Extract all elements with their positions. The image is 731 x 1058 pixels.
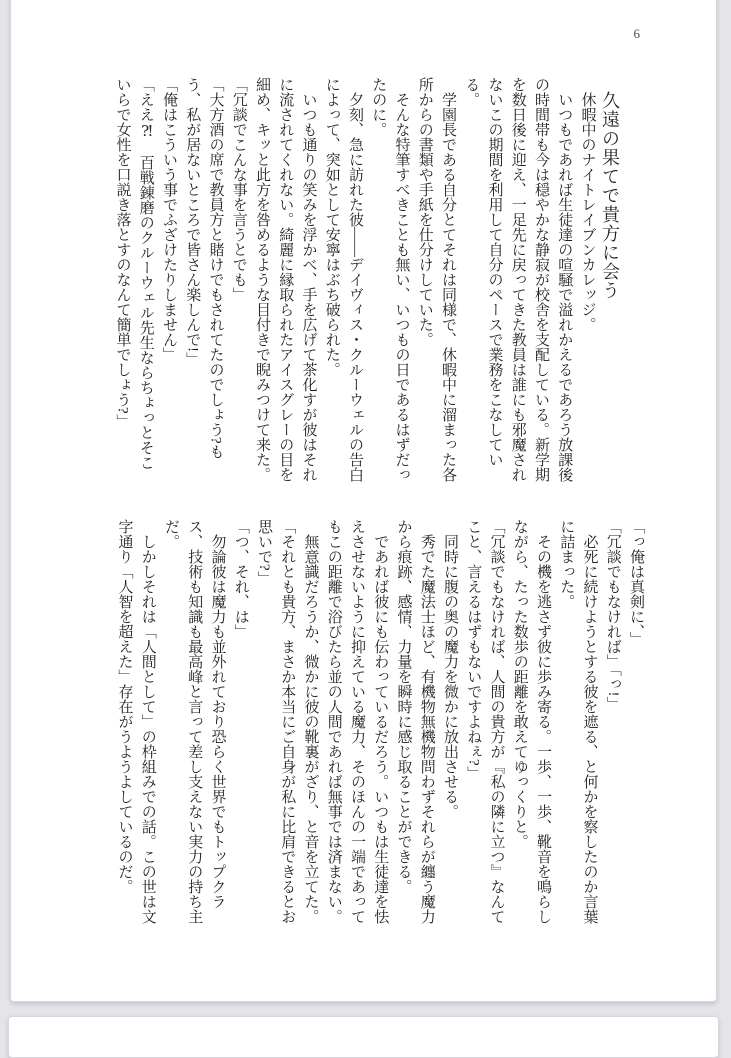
lower-text-block <box>112 519 647 925</box>
paragraph: 夕刻、急に訪れた彼――デイヴィス・クルーウェルの告白によって、突如として安寧はぶち破られた。 <box>323 77 363 482</box>
paragraph: 「っ俺は真剣に、」 <box>628 519 644 647</box>
paragraph: 「つ、それ、は」 <box>232 519 249 639</box>
paragraph: 「それとも貴方、まさか本当にご自身が私に比肩できるとお思いで?」 <box>256 519 296 924</box>
paragraph: その機を逃さず彼に歩み寄る。一歩、一歩、靴音を鳴らしながら、たった数歩の距離を敢えてゆっくりと。 <box>511 519 551 924</box>
paragraph: であれば彼にも伝わっているだろう。いつもは生徒達を怯えさせないように抑えている魔力、そのほんの一端であってもこの距離で浴びたら並の人間であれば無事では済まない。 <box>325 519 389 924</box>
paragraph: 同時に腹の奥の魔力を微かに放出させる。 <box>442 534 458 819</box>
upper-paragraphs <box>110 77 598 483</box>
paragraph: そんな特筆すべきことも無い、いつもの日であるはずだったのに。 <box>370 77 410 482</box>
paragraph: 学園長である自分とてそれは同様で、休暇中に溜まった各所からの書類や手紙を仕分けしていた。 <box>416 77 456 482</box>
paragraph: 勿論彼は魔力も並外れており恐らく世界でもトップクラス、技術も知識も最高峰と言って差し支えない実力の持ち主だ。 <box>163 519 226 924</box>
story-title: 久遠の果てで貴方に会う <box>600 91 620 300</box>
paragraph: 「大方酒の席で教員方と賭けでもされてたのでしょう?もう、私が居ないところで皆さん楽しんで!」 <box>184 77 224 459</box>
paragraph: 必死に続けようとする彼を遮る、と何かを察したのか言葉に詰まった。 <box>558 519 598 924</box>
paragraph: 「冗談でこんな事を言うとでも」 <box>230 77 247 302</box>
next-page-edge <box>8 1016 719 1058</box>
paragraph: 秀でた魔法士ほど、有機物無機物問わずそれらが纏う魔力から痕跡、感情、力量を瞬時に感じ取ることができる。 <box>395 519 435 924</box>
paragraph: 「俺はこういう事でふざけたりしません」 <box>161 77 177 362</box>
paragraph: 休暇中のナイトレイブンカレッジ。 <box>579 92 596 332</box>
paragraph: 「冗談でもなければ」「っ!」 <box>604 519 621 712</box>
paragraph: 無意識だろうか、微かに彼の靴裏がざり、と音を立てた。 <box>302 534 319 924</box>
paragraph: しかしそれは「人間として」の枠組みでの話。この世は文字通り「人智を超えた」存在がうようよしているのだ。 <box>116 519 156 924</box>
paragraph: いつも通りの笑みを浮かべ、手を広げて茶化すが彼はそれに流されてくれない。綺麗に縁取られたアイスグレーの目を細め、キッと此方を咎めるような目付きで睨みつけて来た。 <box>254 77 317 482</box>
lower-paragraphs <box>112 519 647 925</box>
page <box>10 0 717 1002</box>
paragraph: いつもであれば生徒達の喧騒で溢れかえるであろう放課後の時間帯も今は穏やかな静寂が校舎を支配している。新学期を数日後に迎え、一足先に戻ってきた教員は誰にも邪魔されないこの期間を利用して自分のペースで業務をこなしている。 <box>463 77 573 482</box>
paragraph: 「ええ⁈ 百戦錬磨のクルーウェル先生ならちょっとそこいらで女性を口説き落とすのなんて簡単でしょう?」 <box>114 77 154 470</box>
page-number: 6 <box>633 26 640 41</box>
paragraph: 「冗談でもなければ、人間の貴方が『私の隣に立つ』なんてこと、言えるはずもないですよねぇ?」 <box>465 519 505 924</box>
upper-text-block <box>110 77 647 483</box>
